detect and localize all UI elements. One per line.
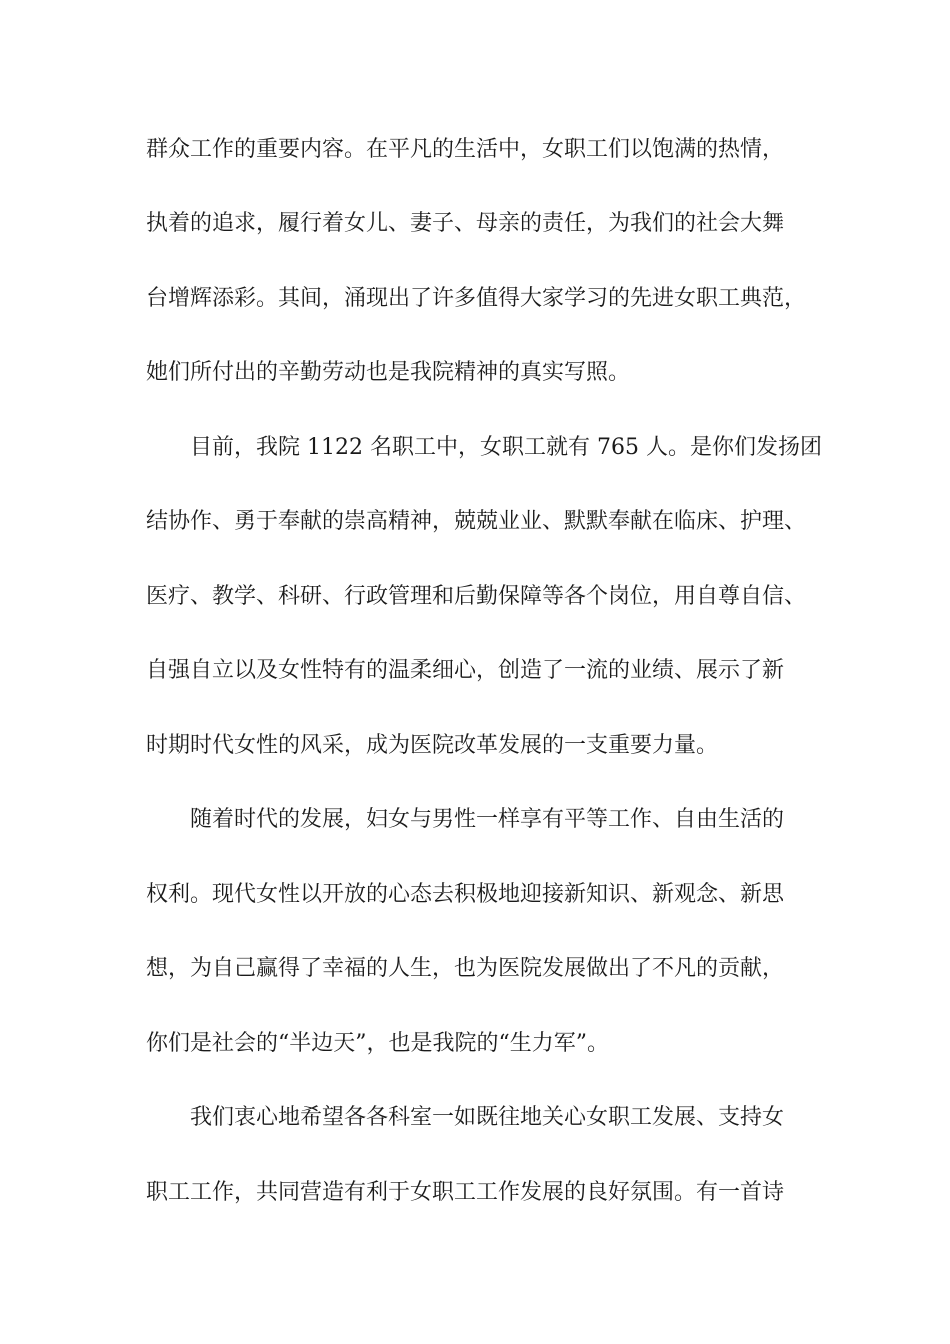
text-line: 她们所付出的辛勤劳动也是我院精神的真实写照。 xyxy=(146,360,631,385)
text-line: 我们衷心地希望各各科室一如既往地关心女职工发展、支持女 xyxy=(190,1105,785,1130)
text-line: 随着时代的发展，妇女与男性一样享有平等工作、自由生活的 xyxy=(190,807,785,832)
text-line: 权利。现代女性以开放的心态去积极地迎接新知识、新观念、新思 xyxy=(146,882,785,907)
text-line: 结协作、勇于奉献的崇高精神，兢兢业业、默默奉献在临床、护理、 xyxy=(146,509,807,534)
text-line: 想，为自己赢得了幸福的人生，也为医院发展做出了不凡的贡献， xyxy=(146,956,785,981)
text-line: 职工工作，共同营造有利于女职工工作发展的良好氛围。有一首诗 xyxy=(146,1180,785,1205)
text-line: 医疗、教学、科研、行政管理和后勤保障等各个岗位，用自尊自信、 xyxy=(146,584,807,609)
text-line: 你们是社会的“半边天”，也是我院的“生力军”。 xyxy=(146,1031,609,1056)
text-line: 群众工作的重要内容。在平凡的生活中，女职工们以饱满的热情， xyxy=(146,137,785,162)
text-line: 台增辉添彩。其间，涌现出了许多值得大家学习的先进女职工典范， xyxy=(146,286,807,311)
text-line: 执着的追求，履行着女儿、妻子、母亲的责任，为我们的社会大舞 xyxy=(146,211,785,236)
text-line: 时期时代女性的风采，成为医院改革发展的一支重要力量。 xyxy=(146,733,719,758)
text-line: 目前，我院 1122 名职工中，女职工就有 765 人。是你们发扬团 xyxy=(190,435,822,460)
text-line: 自强自立以及女性特有的温柔细心，创造了一流的业绩、展示了新 xyxy=(146,658,785,683)
